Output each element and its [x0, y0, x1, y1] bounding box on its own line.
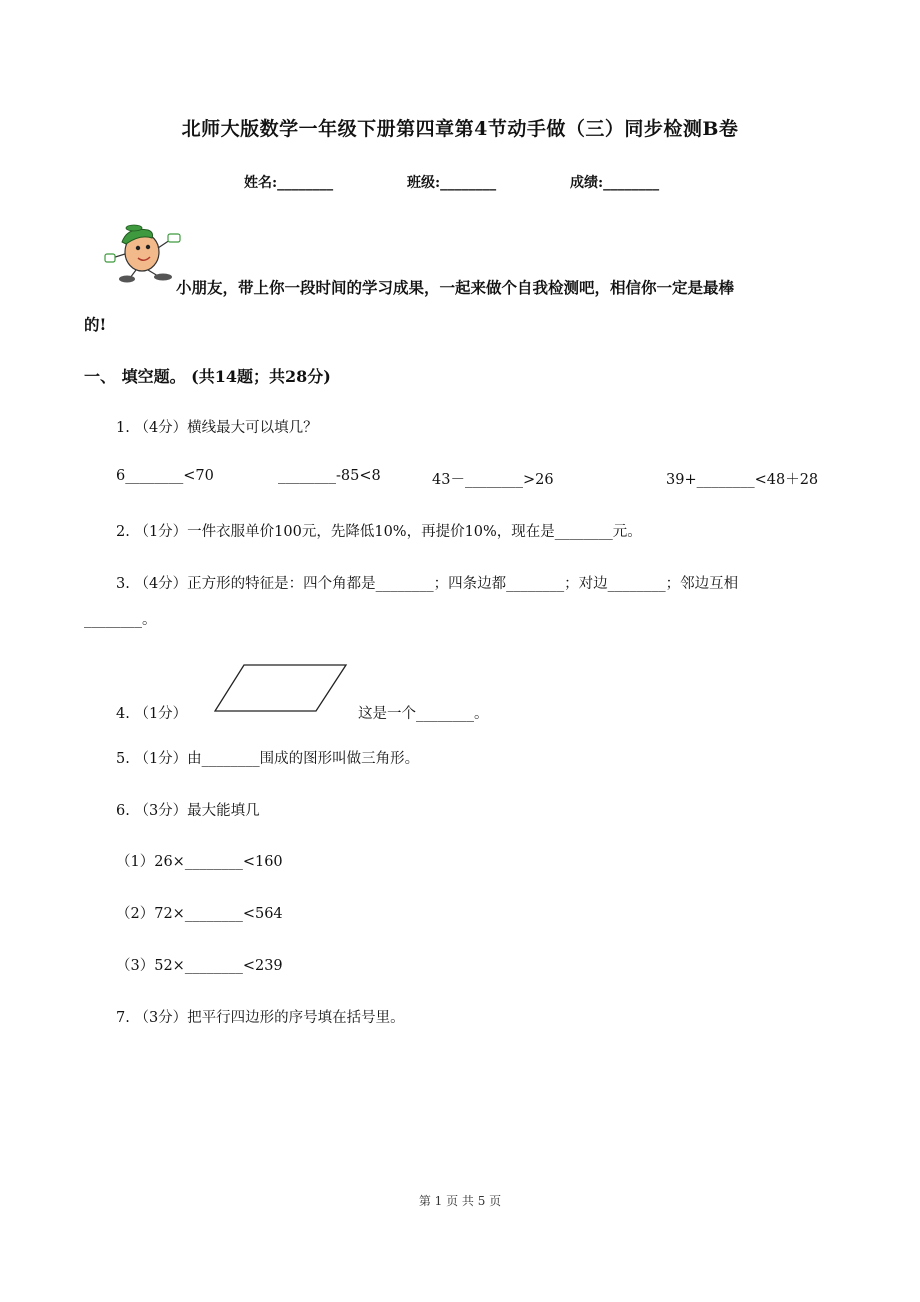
score-field: 成绩:________	[570, 175, 660, 191]
class-field: 班级:________	[407, 175, 497, 191]
question-1-item-4: 39+________<48＋28	[666, 472, 819, 488]
question-6-stem: 6. （3分）最大能填几	[116, 803, 260, 819]
mascot-icon	[102, 222, 186, 284]
question-3-line-2: ________。	[84, 612, 157, 628]
question-4-suffix: 这是一个________。	[358, 706, 489, 722]
section-title: 一、 填空题。 (共14题；共28分)	[84, 367, 331, 386]
page-title: 北师大版数学一年级下册第四章第4节动手做（三）同步检测B卷	[181, 118, 739, 140]
question-1-item-2: ________-85<8	[278, 468, 381, 484]
question-6-item-2: （2）72×________<564	[116, 906, 283, 922]
name-field: 姓名:________	[244, 175, 334, 191]
intro-line-2: 的!	[84, 315, 107, 334]
question-1-stem: 1. （4分）横线最大可以填几？	[116, 420, 318, 436]
parallelogram-figure	[214, 662, 350, 714]
question-6-item-3: （3）52×________<239	[116, 958, 283, 974]
question-1-item-1: 6________<70	[116, 468, 214, 484]
question-4-prefix: 4. （1分）	[116, 706, 188, 722]
question-3-line-1: 3. （4分）正方形的特征是：四个角都是________；四条边都________；对边________；邻边互相	[116, 576, 739, 592]
question-6-item-1: （1）26×________<160	[116, 854, 283, 870]
page-footer: 第 1 页 共 5 页	[418, 1194, 502, 1208]
question-5-stem: 5. （1分）由________围成的图形叫做三角形。	[116, 751, 420, 767]
question-1-item-3: 43－________>26	[432, 472, 554, 488]
question-7-stem: 7. （3分）把平行四边形的序号填在括号里。	[116, 1010, 405, 1026]
intro-line-1: 小朋友，带上你一段时间的学习成果，一起来做个自我检测吧，相信你一定是最棒	[176, 278, 735, 297]
question-2-stem: 2. （1分）一件衣服单价100元，先降低10%，再提价10%，现在是________元。	[116, 524, 642, 540]
